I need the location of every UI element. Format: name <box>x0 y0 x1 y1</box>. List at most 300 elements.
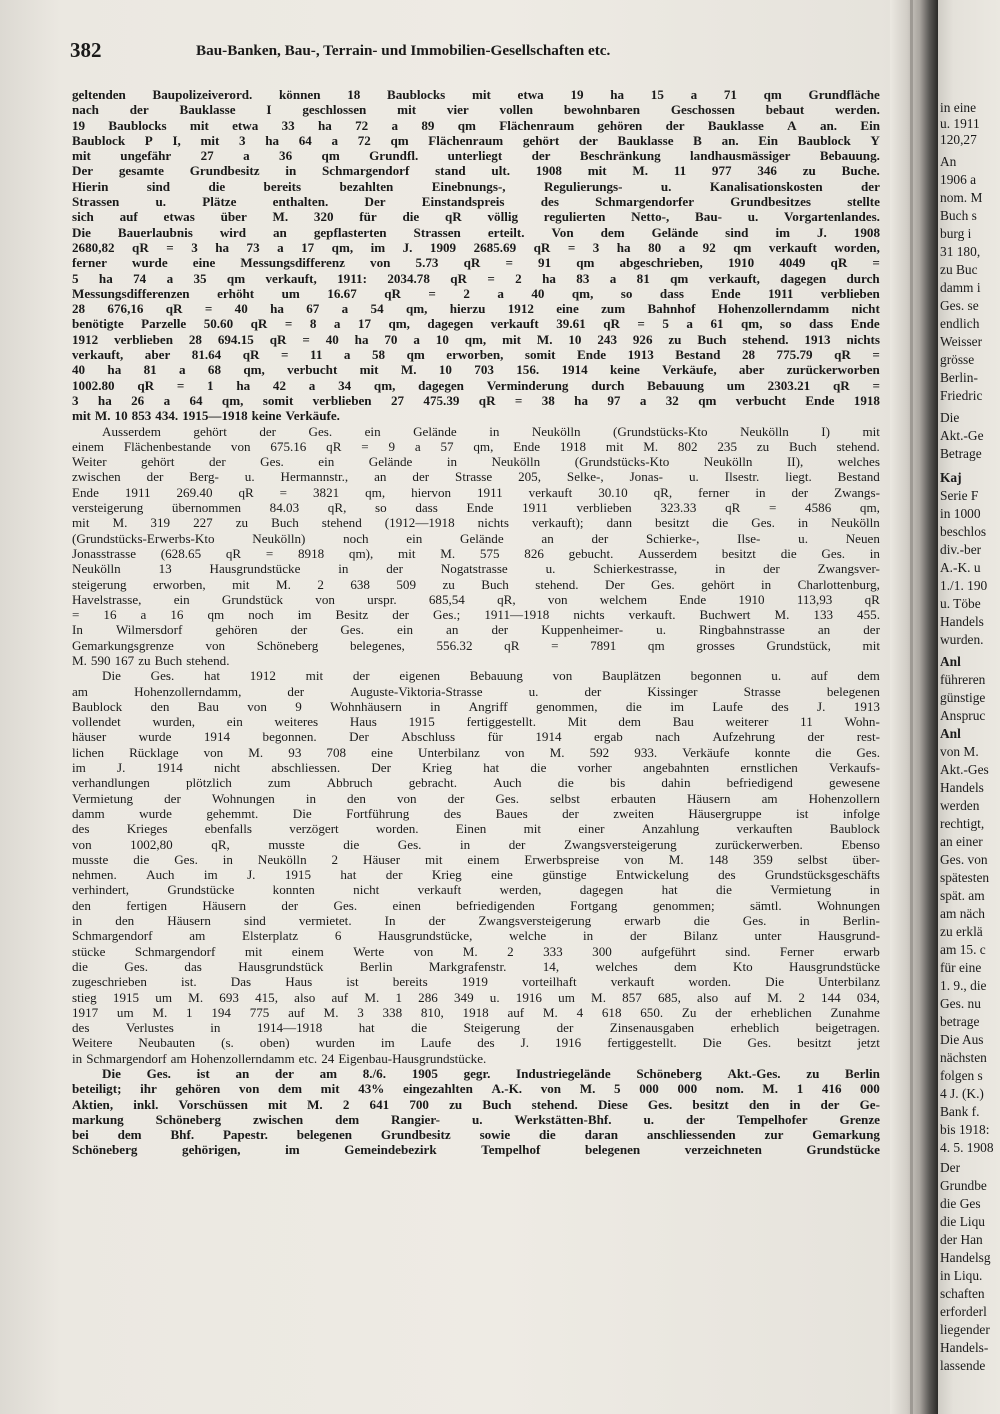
word: Der <box>72 163 94 179</box>
word: Ges. <box>150 668 175 684</box>
word: 1918 <box>462 1004 489 1020</box>
word: Ges. <box>747 1035 772 1051</box>
text-line <box>72 745 880 760</box>
word: Werte <box>353 943 385 959</box>
word: von <box>203 744 224 760</box>
word: u. <box>528 683 539 699</box>
fragment-line: Ges. nu <box>940 996 981 1011</box>
text-line <box>72 515 880 530</box>
word: Beschränkung <box>579 148 661 164</box>
text-line <box>72 1081 880 1096</box>
word: 1915 <box>284 867 311 883</box>
fragment-line: in Liqu. <box>940 1268 983 1283</box>
word: qR <box>137 377 155 393</box>
word: 1918 <box>853 392 880 408</box>
word: Kuppenheimer- <box>541 622 624 638</box>
word: Vorschüssen <box>178 1096 248 1112</box>
word: Ilse- <box>737 530 761 546</box>
word: verbucht <box>735 392 786 408</box>
word: Strassen <box>413 224 461 240</box>
word: a <box>333 316 341 332</box>
word: in <box>222 851 233 867</box>
text-line <box>72 791 880 806</box>
word: Charlottenburg, <box>797 576 880 592</box>
word: Der <box>364 194 386 210</box>
word: nehmen. <box>72 867 117 883</box>
word: 13 <box>158 561 172 577</box>
fragment-line: beschlos <box>940 524 987 539</box>
word: Ende <box>679 591 707 607</box>
word: Baublock <box>829 821 880 837</box>
word: Bau- <box>695 209 722 225</box>
word: die <box>625 698 642 714</box>
word: eine <box>491 867 513 883</box>
fragment-line: von M. <box>940 744 979 759</box>
word: 64 <box>189 392 203 408</box>
word: Grundfl. <box>369 148 419 164</box>
word: Unterbilanz <box>818 974 880 990</box>
word: der <box>146 469 164 485</box>
word: der <box>820 1096 840 1112</box>
text-line <box>72 118 880 133</box>
word: M. <box>272 209 289 225</box>
word: Schöneberg <box>256 637 319 653</box>
word: 40 <box>72 362 86 378</box>
text-line <box>72 577 880 592</box>
word: u. <box>656 622 666 638</box>
word: aufgeführt <box>641 943 696 959</box>
word: (Grundstücks-Kto <box>574 454 670 470</box>
word: mit <box>320 1081 340 1097</box>
word: 693 <box>219 989 239 1005</box>
word: Bestand <box>675 347 721 363</box>
word: qR <box>830 255 848 271</box>
word: qR, <box>211 836 230 852</box>
word: wurde <box>132 255 168 271</box>
word: musste <box>268 836 305 852</box>
word: Baupolizeiverord. <box>152 87 253 102</box>
word: die <box>712 515 729 531</box>
text-line <box>72 454 880 469</box>
word: 89 <box>421 117 435 133</box>
word: musste <box>72 851 109 867</box>
word: im <box>775 224 790 240</box>
fragment-line: u. 1911 <box>940 116 980 131</box>
word: fertiggestellt. <box>466 714 536 730</box>
text-line <box>72 837 880 852</box>
word: anschliessenden <box>646 1127 736 1143</box>
word: erwarb <box>843 943 880 959</box>
word: abschliessen. <box>271 760 341 776</box>
word: M. <box>549 744 565 760</box>
word: = <box>872 377 880 393</box>
word: M. <box>112 515 128 531</box>
word: 11 <box>673 163 687 179</box>
word: dagegen <box>579 882 624 898</box>
word: der <box>578 132 598 148</box>
word: verkauft); <box>531 515 584 531</box>
word: sind <box>146 178 171 194</box>
word: der <box>164 790 181 806</box>
word: 1002.80 <box>72 377 115 393</box>
word: verblieben <box>312 392 372 408</box>
word: Ende <box>850 316 880 332</box>
word: Das <box>230 974 252 990</box>
word: Ende <box>805 392 835 408</box>
word: in <box>285 163 297 179</box>
word: 2 <box>507 943 514 959</box>
word: der <box>491 622 509 638</box>
word: 93 <box>288 744 302 760</box>
fragment-line: Buch s <box>940 208 977 223</box>
word: 73 <box>246 239 260 255</box>
word: M. <box>542 1004 558 1020</box>
word: bis <box>609 775 626 791</box>
fragment-line: u. Töbe <box>940 596 981 611</box>
word: der <box>259 423 277 439</box>
word: 5 <box>662 316 669 332</box>
word: Häuser <box>363 851 401 867</box>
word: vollendet <box>72 714 121 730</box>
word: bereits <box>392 974 428 990</box>
word: 10 <box>568 331 582 347</box>
word: Berlin <box>845 1066 880 1081</box>
word: mit <box>502 331 521 347</box>
fragment-line: damm i <box>940 280 981 295</box>
word: von <box>238 1081 260 1097</box>
word: II), <box>786 454 804 470</box>
word: zweiten <box>613 805 654 821</box>
word: grosses <box>696 637 735 653</box>
word: qm <box>207 607 225 623</box>
word: Hausgrundstück <box>238 958 324 974</box>
word: stehend. <box>186 652 230 668</box>
word: der <box>274 1066 294 1081</box>
word: 1908 <box>535 163 562 179</box>
word: M. <box>276 576 291 592</box>
word: um <box>116 1004 134 1020</box>
word: 3 <box>239 132 246 148</box>
word: Zwangs- <box>834 484 880 500</box>
word: Einebnungs-, <box>431 178 506 194</box>
word: um <box>155 989 172 1005</box>
word: Zinsenausgaben <box>609 1020 695 1036</box>
word: M. <box>323 1004 339 1020</box>
word: 3821 <box>312 484 340 500</box>
word: Bebauung. <box>819 148 880 164</box>
word: der <box>281 897 299 913</box>
word: 638 <box>350 576 370 592</box>
word: Selke-, <box>566 469 604 485</box>
fragment-line: für eine <box>940 960 982 975</box>
word: 28 <box>188 331 202 347</box>
text-line <box>72 286 880 301</box>
word: die <box>780 545 797 561</box>
word: 67 <box>306 301 320 317</box>
text-line <box>72 867 880 882</box>
word: nichts <box>573 607 605 623</box>
word: dem <box>857 668 880 684</box>
word: Kissinger <box>647 683 698 699</box>
word: fertiggestellt. <box>607 1035 677 1051</box>
word: 40 <box>234 301 248 317</box>
word: qR <box>326 438 342 454</box>
word: einem <box>72 438 104 454</box>
word: 590 <box>90 652 111 668</box>
word: Neukölln <box>72 561 121 577</box>
word: in <box>210 1020 221 1036</box>
word: ha <box>354 331 369 347</box>
word: in <box>72 913 83 929</box>
word: 700 <box>409 1096 429 1112</box>
word: sich <box>72 209 94 225</box>
word: von <box>540 1081 562 1097</box>
word: 1915 <box>408 714 435 730</box>
word: qR <box>444 209 462 225</box>
word: der <box>791 484 809 500</box>
word: Bilanz <box>683 928 718 944</box>
word: (628.65 <box>160 545 202 561</box>
word: Hermannstr., <box>280 469 349 485</box>
word: 1915 <box>112 989 140 1005</box>
word: 3 <box>592 239 600 255</box>
word: zu <box>442 576 455 592</box>
word: J. <box>117 760 126 776</box>
word: mit <box>359 362 379 378</box>
word: qm <box>647 637 665 653</box>
word: in <box>305 790 317 806</box>
word: mit <box>397 102 417 118</box>
text-line <box>72 87 880 102</box>
word: Ende <box>72 484 99 500</box>
word: a <box>179 362 186 378</box>
text-line <box>72 607 880 622</box>
word: u. <box>798 530 808 546</box>
word: ist <box>346 974 359 990</box>
word: qR <box>533 239 551 255</box>
word: 1911 <box>477 484 503 500</box>
fragment-line: Der <box>940 1160 961 1175</box>
word: Hohenzollerndamm <box>190 1050 295 1066</box>
fragment-line: 1906 a <box>940 172 977 187</box>
word: 9 <box>388 438 396 454</box>
word: 000 <box>677 1081 698 1097</box>
word: ihr <box>140 1081 157 1097</box>
word: Ges. <box>821 545 846 561</box>
word: = <box>551 637 559 653</box>
word: Entwickelung <box>616 867 689 883</box>
word: Häusern <box>686 790 731 806</box>
word: 2 <box>331 851 339 867</box>
word: Schmargendorf <box>86 1050 167 1066</box>
word: Fortgang <box>570 897 618 913</box>
word: Rangier- <box>391 1111 441 1127</box>
word: an. <box>721 132 739 148</box>
fragment-line: Serie F <box>940 488 979 503</box>
word: Ges. <box>333 897 358 913</box>
word: (1912—1918 <box>384 515 455 531</box>
word: 2 <box>515 270 522 286</box>
text-line <box>72 362 880 377</box>
word: somit <box>262 392 294 408</box>
word: hat <box>204 668 221 684</box>
word: qm <box>321 148 340 164</box>
word: qR, <box>327 500 347 516</box>
word: qm), <box>348 545 374 561</box>
word: 6 <box>334 928 342 944</box>
word: Die <box>292 805 312 821</box>
fragment-line: 4. 5. 1908 <box>940 1140 994 1155</box>
word: 19 <box>570 87 584 102</box>
word: gehört <box>193 423 227 439</box>
word: M. <box>364 989 380 1005</box>
word: selbst <box>550 790 580 806</box>
word: mit <box>471 87 491 102</box>
word: M. <box>462 943 478 959</box>
word: den <box>115 913 135 929</box>
fragment-line: in eine <box>940 100 977 115</box>
word: 775.79 <box>776 347 813 363</box>
word: Vermietung <box>72 790 134 806</box>
word: 1910 <box>727 255 755 271</box>
word: qR <box>478 392 496 408</box>
word: hat <box>340 867 357 883</box>
word: den <box>748 1096 770 1112</box>
word: der <box>807 729 825 745</box>
word: liegt. <box>785 469 812 485</box>
word: 10 <box>435 331 449 347</box>
word: Kto <box>733 958 753 974</box>
word: mit <box>862 637 880 653</box>
word: im <box>380 1035 395 1051</box>
word: u. <box>545 561 556 577</box>
word: der <box>591 530 609 546</box>
word: sind. <box>725 943 751 959</box>
word: verhandlungen <box>72 775 150 791</box>
word: Ges. <box>651 576 675 592</box>
text-line <box>72 1142 880 1157</box>
word: Ferner <box>779 943 814 959</box>
word: 926 <box>632 331 653 347</box>
word: gehört <box>701 576 735 592</box>
word: Laufe <box>420 1035 452 1051</box>
word: Werkstätten-Bhf. <box>514 1111 612 1127</box>
fragment-line: an einer <box>940 834 983 849</box>
word: 802 <box>677 438 698 454</box>
word: nach <box>655 729 681 745</box>
word: sind <box>243 913 266 929</box>
word: 243 <box>597 331 617 347</box>
word: Ende <box>513 438 541 454</box>
word: M. <box>536 331 553 347</box>
word: in <box>446 454 458 470</box>
word: gebucht. <box>568 545 614 561</box>
word: der <box>860 178 880 194</box>
word: weiterer <box>725 714 769 730</box>
word: Messungsdifferenzen <box>72 285 190 301</box>
word: für <box>359 209 377 225</box>
word: Ge- <box>859 1096 880 1112</box>
word: (Grundstücks-Erwerbs-Kto <box>72 530 215 546</box>
word: hierzu <box>449 301 486 317</box>
word: Von <box>551 224 574 240</box>
word: Buch <box>481 576 509 592</box>
word: 68 <box>207 362 221 378</box>
word: Wohn- <box>844 714 880 730</box>
word: ist. <box>181 974 197 990</box>
word: gehören <box>175 1081 221 1097</box>
word: welches <box>595 958 638 974</box>
word: Berg- <box>189 469 219 485</box>
word: 1 <box>395 989 402 1005</box>
word: an <box>235 1066 250 1081</box>
text-line <box>72 882 880 897</box>
word: Ges. <box>340 622 364 638</box>
word: regulierten <box>543 209 606 225</box>
word: von <box>247 698 267 714</box>
fragment-line: Weisser <box>940 334 983 349</box>
word: 50.60 <box>203 316 234 332</box>
word: dagegen <box>780 270 827 286</box>
word: lichen <box>72 744 104 760</box>
word: 8 <box>309 316 317 332</box>
word: mit <box>72 515 90 531</box>
word: a <box>414 438 421 454</box>
word: von <box>370 255 391 271</box>
word: an <box>374 469 387 485</box>
word: Mit <box>567 714 587 730</box>
book-gutter <box>890 0 938 1414</box>
word: a <box>277 239 284 255</box>
word: 685,54 <box>428 591 465 607</box>
word: Grundstück <box>221 591 284 607</box>
word: mit <box>72 408 91 424</box>
word: 977 <box>711 163 732 179</box>
word: 4586 <box>805 500 832 516</box>
word: M. <box>94 408 111 424</box>
word: Flächenbestande <box>123 438 212 454</box>
word: Gelände <box>460 530 504 546</box>
word: 28 <box>741 347 756 363</box>
word: Aktien, <box>72 1096 114 1112</box>
fragment-line: zu erklä <box>940 924 983 939</box>
word: aber <box>144 347 171 363</box>
word: Der <box>349 729 369 745</box>
word: in <box>582 928 594 944</box>
word: mit <box>605 438 624 454</box>
word: sämtl. <box>750 897 782 913</box>
word: eine <box>192 255 216 271</box>
word: qm, <box>473 438 494 454</box>
word: verkauft <box>417 882 462 898</box>
word: Abschluss <box>401 729 456 745</box>
word: = <box>514 392 523 408</box>
word: 35 <box>193 270 207 286</box>
word: a <box>243 148 250 164</box>
word: Ges. <box>495 790 519 806</box>
word: häuser <box>72 729 107 745</box>
word: des <box>443 805 462 821</box>
fragment-line: 120,27 <box>940 132 977 147</box>
word: etc. <box>298 1050 318 1066</box>
word: Neuen <box>845 530 880 546</box>
word: geschlossen <box>302 102 367 118</box>
word: auf <box>331 989 349 1005</box>
word: verhindert, <box>72 882 130 898</box>
word: qR <box>132 239 149 255</box>
page-header <box>70 38 890 68</box>
word: dahin <box>661 775 691 791</box>
